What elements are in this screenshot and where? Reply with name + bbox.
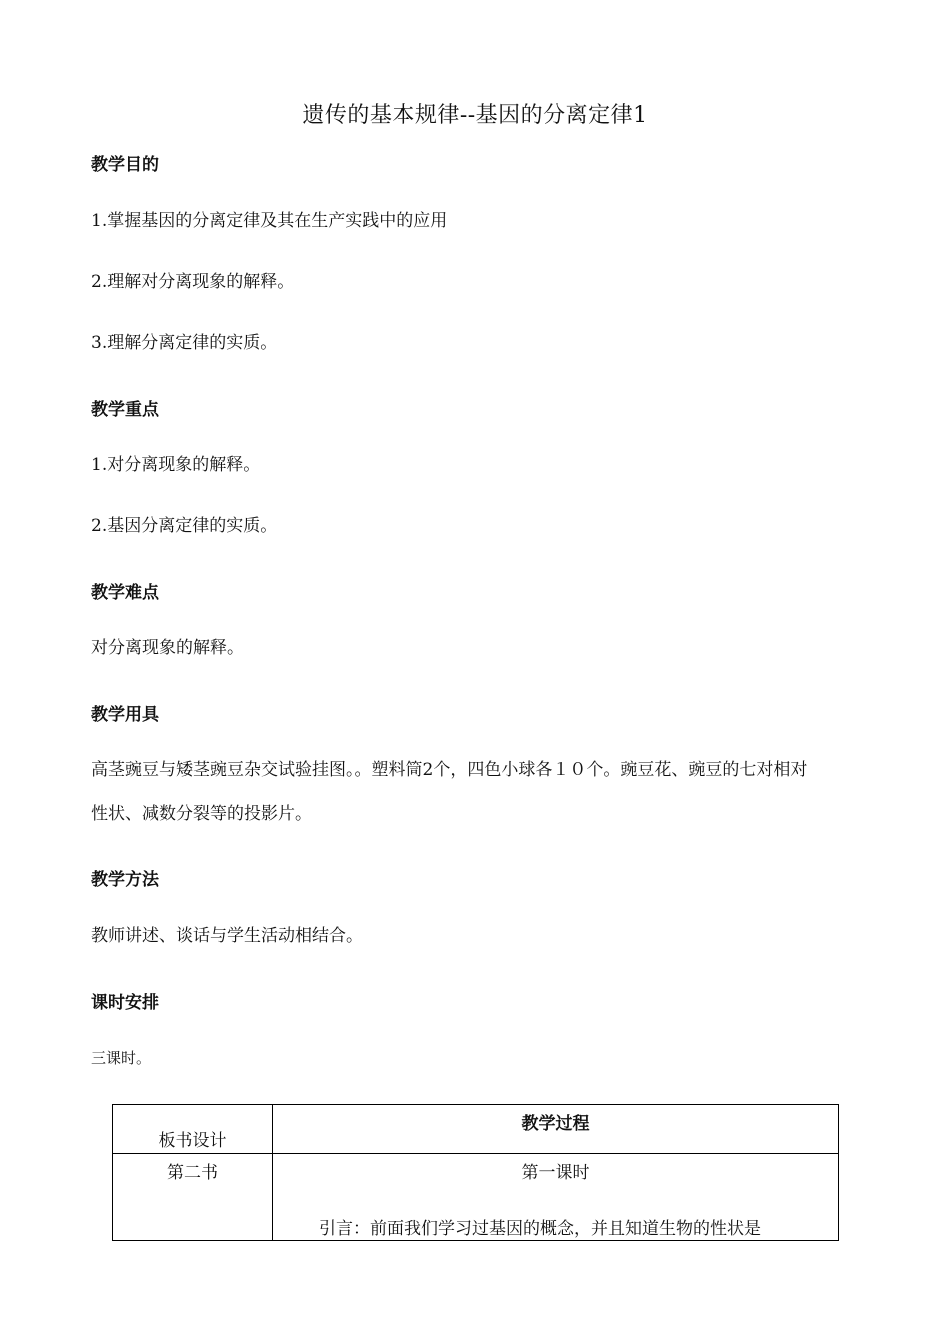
list-item: 教师讲述、谈话与学生活动相结合。 <box>91 926 363 946</box>
list-item: 1.掌握基因的分离定律及其在生产实践中的应用 <box>91 211 448 231</box>
list-item: 三课时。 <box>91 1049 152 1067</box>
lesson-label: 第一课时 <box>521 1163 590 1183</box>
section-heading: 教学目的 <box>91 155 159 175</box>
table-cell <box>113 1154 273 1241</box>
section-heading: 教学重点 <box>91 400 159 420</box>
section-heading: 教学难点 <box>91 583 159 603</box>
section-heading: 教学方法 <box>91 870 159 890</box>
board-design-text: 第二书 <box>167 1163 218 1183</box>
lesson-table <box>112 1104 839 1241</box>
table-row <box>113 1154 839 1241</box>
table-header-cell <box>273 1105 839 1154</box>
board-design-label: 板书设计 <box>158 1131 227 1151</box>
intro-text: 引言：前面我们学习过基因的概念，并且知道生物的性状是 <box>319 1219 761 1239</box>
table-cell <box>273 1154 839 1241</box>
list-item: 3.理解分离定律的实质。 <box>91 333 278 353</box>
page-title: 遗传的基本规律--基因的分离定律1 <box>302 103 648 128</box>
table-header-cell <box>113 1105 273 1154</box>
section-heading: 课时安排 <box>91 993 159 1013</box>
list-item: 2.基因分离定律的实质。 <box>91 516 278 536</box>
list-item: 对分离现象的解释。 <box>91 638 244 658</box>
list-item: 2.理解对分离现象的解释。 <box>91 272 295 292</box>
list-item: 高茎豌豆与矮茎豌豆杂交试验挂图。。塑料筒2个，四色小球各１０个。豌豆花、豌豆的七对相对性状、减数分裂等的投影片。 <box>91 760 808 824</box>
list-item: 1.对分离现象的解释。 <box>91 455 261 475</box>
teaching-process-label: 教学过程 <box>521 1114 590 1134</box>
table-header-row <box>113 1105 839 1154</box>
section-heading: 教学用具 <box>91 705 159 725</box>
